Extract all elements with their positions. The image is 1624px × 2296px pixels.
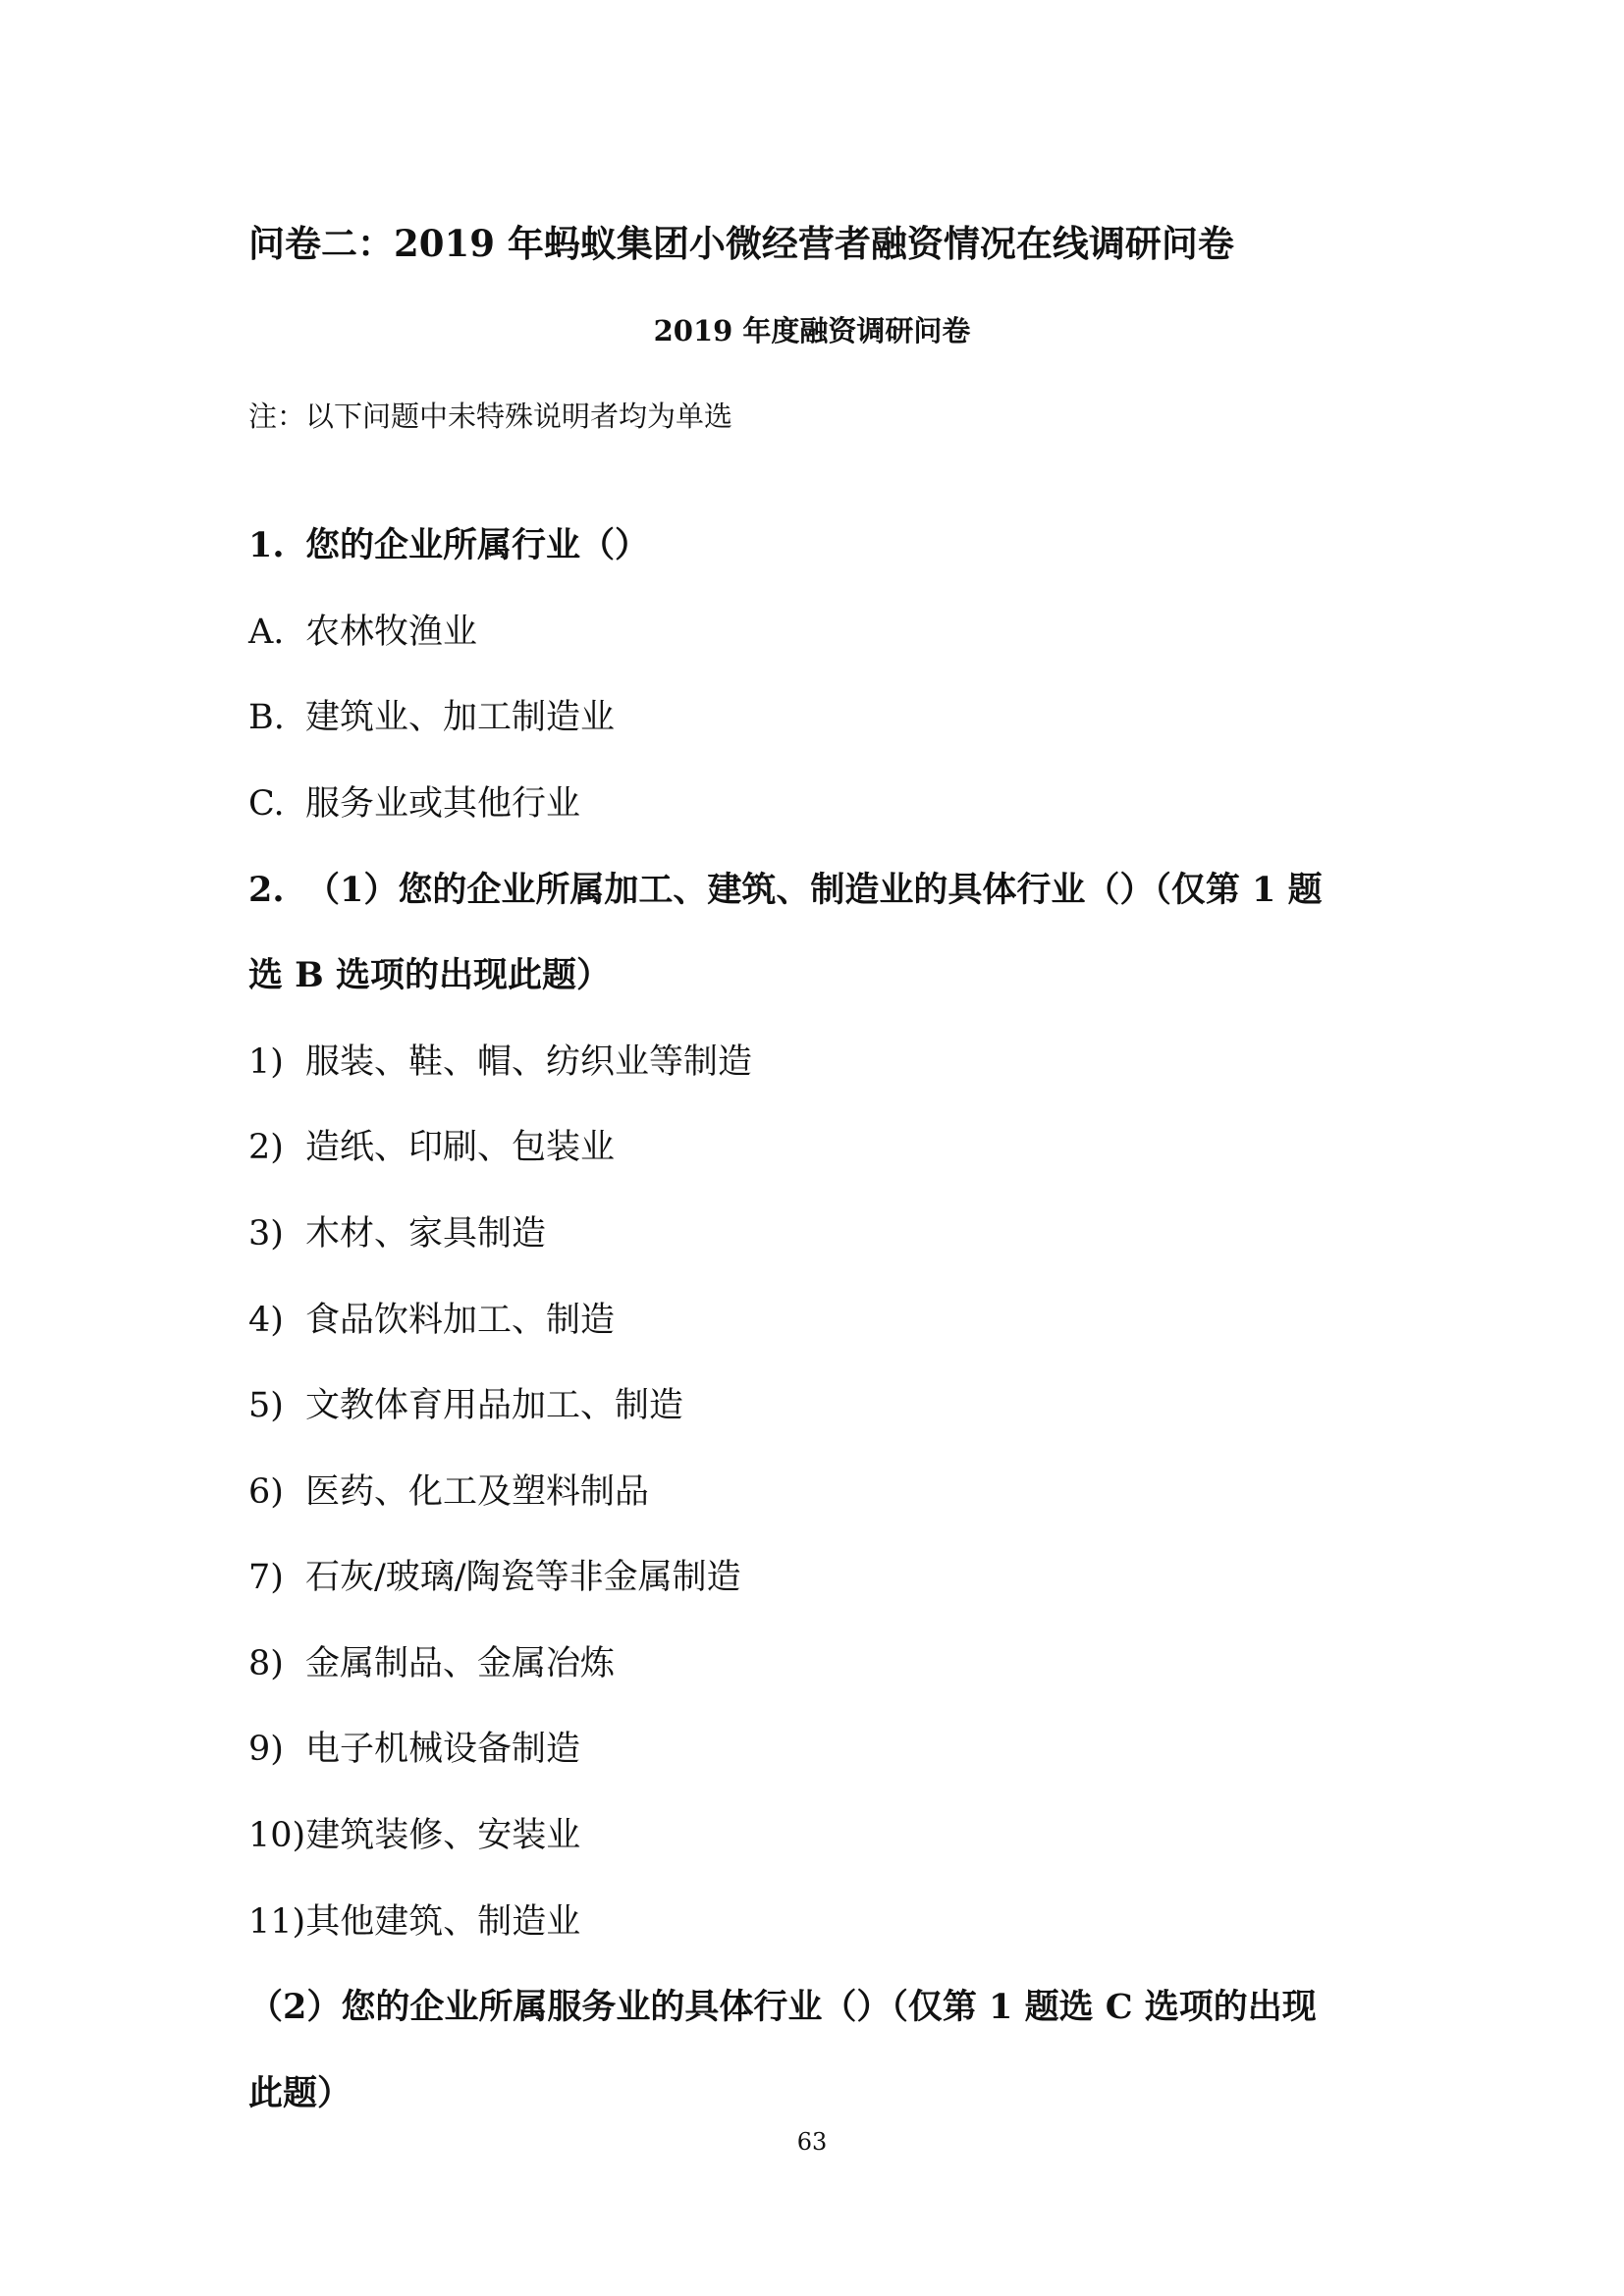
option-text: 石灰/玻璃/陶瓷等非金属制造 <box>305 1558 741 1597</box>
option-marker: 2) <box>248 1128 284 1167</box>
option-text: 食品饮料加工、制造 <box>305 1301 616 1340</box>
option-text: 木材、家具制造 <box>305 1214 547 1254</box>
question-2-option <box>248 1465 649 1514</box>
document-title: 问卷二：2019 年蚂蚁集团小微经营者融资情况在线调研问卷 <box>248 222 1234 265</box>
question-1-number: 1. <box>248 525 285 565</box>
option-marker: 10) <box>248 1816 306 1855</box>
option-marker: 9) <box>248 1730 284 1769</box>
option-marker: 4) <box>248 1301 284 1340</box>
question-2-option <box>248 1808 580 1857</box>
option-text: 造纸、印刷、包装业 <box>305 1128 616 1167</box>
option-text: 建筑业、加工制造业 <box>305 698 616 737</box>
question-2-part2-line2: 此题） <box>248 2073 352 2113</box>
question-1 <box>248 518 649 567</box>
question-1-option-b <box>248 690 615 739</box>
option-marker: 6) <box>248 1472 284 1512</box>
option-text: 建筑装修、安装业 <box>305 1816 581 1855</box>
option-marker: 5) <box>248 1386 284 1425</box>
question-2-option <box>248 1895 580 1944</box>
question-2-option <box>248 1293 615 1342</box>
question-2-option <box>248 1722 580 1771</box>
option-text: 服装、鞋、帽、纺织业等制造 <box>305 1042 753 1082</box>
option-marker: 8) <box>248 1644 284 1683</box>
option-marker: 1) <box>248 1042 284 1082</box>
option-text: 服务业或其他行业 <box>305 784 581 824</box>
question-2-option <box>248 1035 752 1084</box>
option-marker: A. <box>248 613 285 652</box>
question-1-text: 您的企业所属行业（） <box>305 525 650 565</box>
option-marker: C. <box>248 784 285 824</box>
option-text: 文教体育用品加工、制造 <box>305 1386 684 1425</box>
question-2-option <box>248 1378 683 1427</box>
option-marker: 7) <box>248 1558 284 1597</box>
question-2-option <box>248 1636 615 1685</box>
option-text: 医药、化工及塑料制品 <box>305 1472 650 1512</box>
page-number: 63 <box>796 2128 828 2156</box>
question-2-number: 2. <box>248 870 285 910</box>
option-marker: 11) <box>248 1902 306 1942</box>
question-2-text-line1: （1）您的企业所属加工、建筑、制造业的具体行业（）（仅第 1 题 <box>305 870 1323 910</box>
document-subtitle: 2019 年度融资调研问卷 <box>653 314 971 347</box>
option-marker: 3) <box>248 1214 284 1254</box>
question-2-option <box>248 1550 741 1599</box>
option-marker: B. <box>248 698 285 737</box>
question-1-option-a <box>248 605 477 654</box>
question-2-option <box>248 1206 546 1255</box>
option-text: 其他建筑、制造业 <box>305 1902 581 1942</box>
option-text: 电子机械设备制造 <box>305 1730 581 1769</box>
question-2-text-line2: 选 B 选项的出现此题） <box>248 955 611 995</box>
option-text: 金属制品、金属冶炼 <box>305 1644 616 1683</box>
option-text: 农林牧渔业 <box>305 613 478 652</box>
question-2-part2-line1: （2）您的企业所属服务业的具体行业（）（仅第 1 题选 C 选项的出现 <box>248 1987 1317 2027</box>
question-2-option <box>248 1120 615 1169</box>
note-text: 注：以下问题中未特殊说明者均为单选 <box>248 400 733 433</box>
question-2 <box>248 863 1323 912</box>
question-1-option-c <box>248 776 580 826</box>
